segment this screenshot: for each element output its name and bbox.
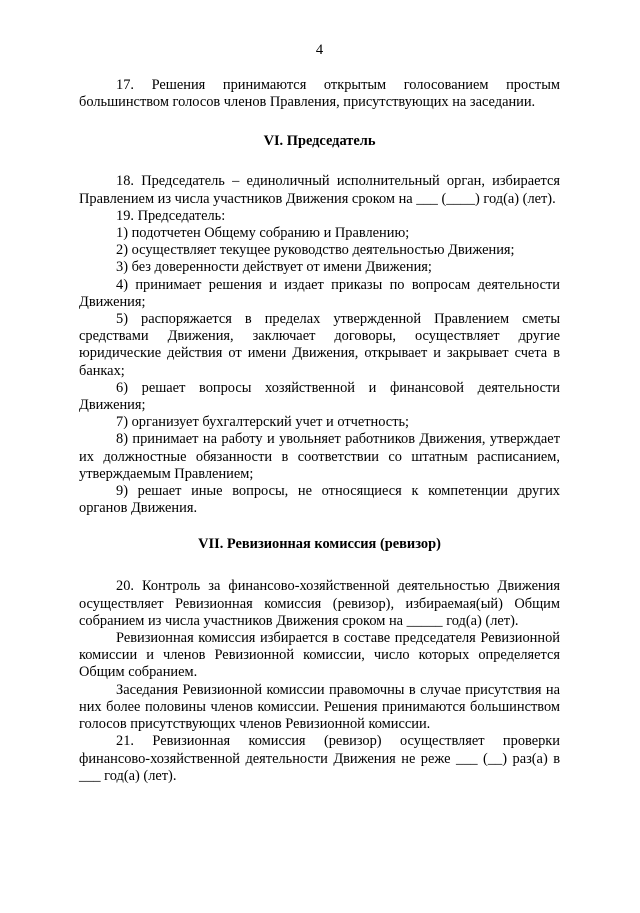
section-6-title: VI. Председатель bbox=[263, 133, 376, 150]
paragraph-17: 17. Решения принимаются открытым голосованием простым большинством голосов членов Правления, присутствующих на заседании. bbox=[79, 77, 560, 111]
paragraph-20: 20. Контроль за финансово-хозяйственной деятельностью Движения осуществляет Ревизионная комиссия (ревизор), избираемая(ый) Общим собранием из числа участников Движения сроком на _____ год(а) (лет). bbox=[79, 578, 560, 629]
list-item: 1) подотчетен Общему собранию и Правлению; bbox=[116, 225, 410, 242]
list-item: 7) организует бухгалтерский учет и отчетность; bbox=[116, 414, 410, 431]
paragraph-18: 18. Председатель – единоличный исполнительный орган, избирается Правлением из числа участников Движения сроком на ___ (____) год(а) (лет). bbox=[79, 173, 560, 207]
paragraph-19: 19. Председатель: bbox=[116, 207, 226, 224]
list-item: 5) распоряжается в пределах утвержденной Правлением сметы средствами Движения, заключает договоры, осуществляет другие юридические действия от имени Движения, открывает и закрывает счета в банках; bbox=[79, 311, 560, 379]
paragraph-21: 21. Ревизионная комиссия (ревизор) осуществляет проверки финансово-хозяйственной деятельности Движения не реже ___ (__) раз(а) в ___ год(а) (лет). bbox=[79, 733, 560, 784]
list-item: 4) принимает решения и издает приказы по вопросам деятельности Движения; bbox=[79, 276, 560, 310]
paragraph-20-composition: Ревизионная комиссия избирается в составе председателя Ревизионной комиссии и членов Ревизионной комиссии, число которых определяется Общим собранием. bbox=[79, 630, 560, 681]
paragraph-20-meetings: Заседания Ревизионной комиссии правомочны в случае присутствия на них более половины членов комиссии. Решения принимаются большинством голосов присутствующих членов Ревизионной комиссии. bbox=[79, 681, 560, 733]
list-item: 8) принимает на работу и увольняет работников Движения, утверждает их должностные обязанности в соответствии со штатным расписанием, утверждаемым Правлением; bbox=[79, 431, 560, 482]
list-item: 3) без доверенности действует от имени Движения; bbox=[116, 259, 432, 276]
page-number: 4 bbox=[315, 42, 324, 58]
list-item: 9) решает иные вопросы, не относящиеся к компетенции других органов Движения. bbox=[79, 483, 560, 517]
list-item: 2) осуществляет текущее руководство деятельностью Движения; bbox=[116, 242, 515, 259]
section-7-title: VII. Ревизионная комиссия (ревизор) bbox=[198, 536, 441, 553]
list-item: 6) решает вопросы хозяйственной и финансовой деятельности Движения; bbox=[79, 379, 560, 414]
